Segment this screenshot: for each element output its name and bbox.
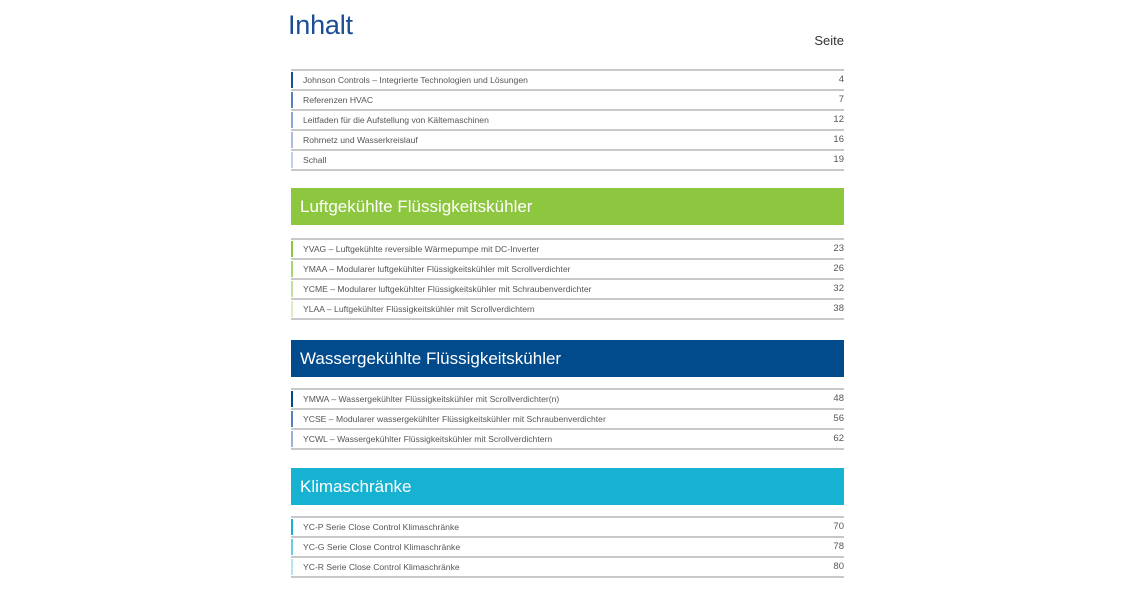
- toc-row-page-number: 4: [838, 74, 844, 85]
- section-title: Klimaschränke: [300, 477, 412, 496]
- toc-row-ymaa[interactable]: [291, 260, 844, 280]
- toc-row-page-number: 16: [833, 134, 844, 145]
- toc-row-page-number: 78: [833, 541, 844, 552]
- toc-row-label: YCSE – Modularer wassergekühlter Flüssigkeitskühler mit Schraubenverdichter: [303, 414, 606, 424]
- page-column-label: Seite: [814, 33, 844, 48]
- toc-row-accent-bar: [291, 559, 293, 575]
- toc-row-label: Schall: [303, 155, 327, 165]
- toc-row-label: YLAA – Luftgekühlter Flüssigkeitskühler mit Scrollverdichtern: [303, 304, 535, 314]
- toc-row-page-number: 19: [833, 154, 844, 165]
- toc-row-page-number: 56: [833, 413, 844, 424]
- section-banner-luftgekuehlt: [291, 188, 844, 225]
- toc-row-leitfaden[interactable]: [291, 111, 844, 131]
- toc-row-accent-bar: [291, 411, 293, 427]
- toc-row-ymwa[interactable]: [291, 390, 844, 410]
- section-title: Luftgekühlte Flüssigkeitskühler: [300, 197, 533, 216]
- toc-row-accent-bar: [291, 539, 293, 555]
- toc-row-ycse[interactable]: [291, 410, 844, 430]
- toc-row-referenzen[interactable]: [291, 91, 844, 111]
- toc-row-accent-bar: [291, 241, 293, 257]
- toc-row-page-number: 80: [833, 561, 844, 572]
- toc-row-yc-g[interactable]: [291, 538, 844, 558]
- toc-row-schall[interactable]: [291, 151, 844, 171]
- section-toc-list-wassergekuehlt: [291, 388, 844, 450]
- section-toc-list-luftgekuehlt: [291, 238, 844, 320]
- toc-row-rohrnetz[interactable]: [291, 131, 844, 151]
- toc-row-page-number: 26: [833, 263, 844, 274]
- toc-row-ycme[interactable]: [291, 280, 844, 300]
- toc-page: [288, 0, 844, 600]
- toc-row-page-number: 38: [833, 303, 844, 314]
- toc-row-accent-bar: [291, 112, 293, 128]
- toc-row-ycwl[interactable]: [291, 430, 844, 450]
- intro-toc-list: [291, 69, 844, 171]
- toc-row-accent-bar: [291, 152, 293, 168]
- toc-row-accent-bar: [291, 431, 293, 447]
- toc-row-label: Johnson Controls – Integrierte Technologien und Lösungen: [303, 75, 528, 85]
- toc-row-page-number: 23: [833, 243, 844, 254]
- toc-row-accent-bar: [291, 391, 293, 407]
- toc-row-label: YMAA – Modularer luftgekühlter Flüssigkeitskühler mit Scrollverdichter: [303, 264, 571, 274]
- toc-row-label: YCME – Modularer luftgekühlter Flüssigkeitskühler mit Schraubenverdichter: [303, 284, 592, 294]
- section-banner-wassergekuehlt: [291, 340, 844, 377]
- toc-row-accent-bar: [291, 92, 293, 108]
- page-title: Inhalt: [288, 10, 353, 40]
- section-toc-list-klimaschraenke: [291, 516, 844, 578]
- toc-row-ylaa[interactable]: [291, 300, 844, 320]
- toc-row-accent-bar: [291, 281, 293, 297]
- toc-row-page-number: 62: [833, 433, 844, 444]
- toc-row-label: YC-G Serie Close Control Klimaschränke: [303, 542, 461, 552]
- toc-row-accent-bar: [291, 519, 293, 535]
- toc-row-page-number: 32: [833, 283, 844, 294]
- toc-row-label: Referenzen HVAC: [303, 95, 374, 105]
- toc-row-label: Leitfaden für die Aufstellung von Kältemaschinen: [303, 115, 489, 125]
- toc-row-page-number: 48: [833, 393, 844, 404]
- toc-row-label: YMWA – Wassergekühlter Flüssigkeitskühler mit Scrollverdichter(n): [303, 394, 560, 404]
- toc-row-label: YC-P Serie Close Control Klimaschränke: [303, 522, 460, 532]
- toc-row-page-number: 70: [833, 521, 844, 532]
- toc-row-johnson-controls[interactable]: [291, 71, 844, 91]
- toc-row-yc-p[interactable]: [291, 518, 844, 538]
- toc-row-label: YVAG – Luftgekühlte reversible Wärmepumpe mit DC-Inverter: [303, 244, 540, 254]
- toc-row-page-number: 12: [833, 114, 844, 125]
- toc-row-label: YC-R Serie Close Control Klimaschränke: [303, 562, 460, 572]
- toc-row-accent-bar: [291, 132, 293, 148]
- toc-row-yvag[interactable]: [291, 240, 844, 260]
- toc-row-accent-bar: [291, 261, 293, 277]
- toc-row-yc-r[interactable]: [291, 558, 844, 578]
- toc-row-label: YCWL – Wassergekühlter Flüssigkeitskühler mit Scrollverdichtern: [303, 434, 553, 444]
- section-banner-klimaschraenke: [291, 468, 844, 505]
- toc-row-page-number: 7: [838, 94, 844, 105]
- toc-row-accent-bar: [291, 72, 293, 88]
- toc-row-label: Rohrnetz und Wasserkreislauf: [303, 135, 418, 145]
- toc-row-accent-bar: [291, 301, 293, 317]
- section-title: Wassergekühlte Flüssigkeitskühler: [300, 349, 562, 368]
